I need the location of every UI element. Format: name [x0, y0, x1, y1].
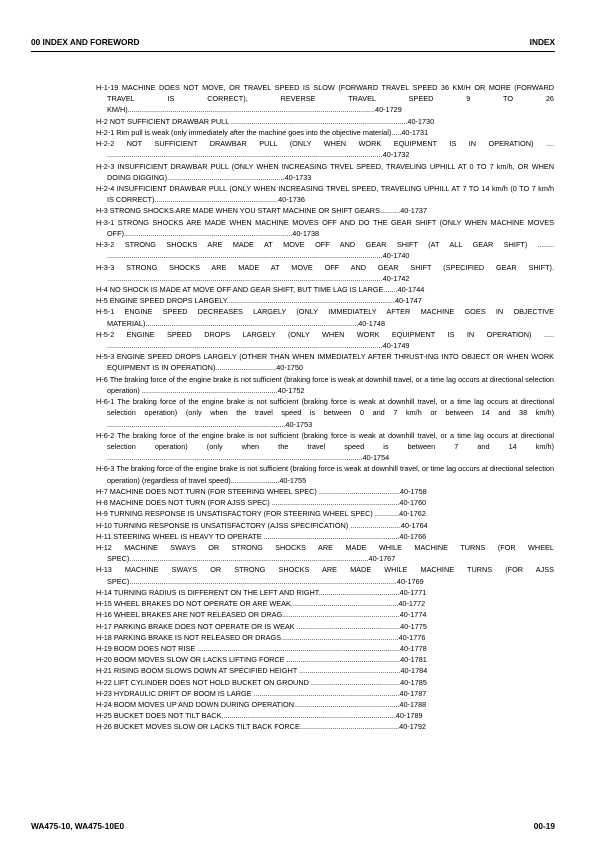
index-entry[interactable]: H-26 BUCKET MOVES SLOW OR LACKS TILT BACK FORCE.................................................40-1792 [96, 722, 426, 732]
index-entry[interactable]: H-6 The braking force of the engine brake is not sufficient (braking force is weak at downhill travel, or a time lag occurs at directional selection operation) ...................................................................40-1752 [96, 374, 554, 395]
index-entry[interactable]: H-5-1 ENGINE SPEED DECREASES LARGELY (ONLY IMMEDIATELY AFTER MACHINE GOES IN OBJECTIVE MATERIAL).........................................................................................................40-1748 [96, 307, 554, 328]
index-entry[interactable]: H-2-4 INSUFFICIENT DRAWBAR PULL (ONLY WHEN INCREASING TRVEL SPEED, TRAVELING UPHILL AT 7 TO 14 km/h (0 TO 7 km/h IS CORRECT).............................................................40-1736 [96, 183, 554, 205]
index-entry[interactable]: H-17 PARKING BRAKE DOES NOT OPERATE OR IS WEAK ...................................................40-1775 [96, 621, 427, 631]
index-entry[interactable]: H-18 PARKING BRAKE IS NOT RELEASED OR DRAGS..........................................................40-1776 [96, 632, 426, 642]
index-entry[interactable]: H-4 NO SHOCK IS MADE AT MOVE OFF AND GEAR SHIFT, BUT TIME LAG IS LARGE.......40-1744 [96, 284, 425, 294]
index-list [96, 82, 554, 733]
index-entry[interactable]: H-3-2 STRONG SHOCKS ARE MADE AT MOVE OFF AND GEAR SHIFT (AT ALL GEAR SHIFT) ........ ........................................................................................................................................40-1740 [96, 240, 554, 261]
index-entry[interactable]: H-2-1 Rim pull is weak (only immediately after the machine goes into the objective material).....40-1731 [96, 127, 429, 137]
index-entry[interactable]: H-3-3 STRONG SHOCKS ARE MADE AT MOVE OFF AND GEAR SHIFT (SPECIFIED GEAR SHIFT). ........................................................................................................................................40-1742 [96, 262, 554, 283]
index-entry[interactable]: H-13 MACHINE SWAYS OR STRONG SHOCKS ARE MADE WHILE MACHINE TURNS (FOR AJSS SPEC)....................................................................................................................................40-1769 [96, 565, 554, 586]
index-entry[interactable]: H-25 BUCKET DOES NOT TILT BACK......................................................................................40-1789 [96, 711, 423, 721]
index-entry[interactable]: H-1-19 MACHINE DOES NOT MOVE, OR TRAVEL SPEED IS SLOW (FORWARD TRAVEL SPEED 36 KM/H OR MORE (FORWARD TRAVEL IS CORRECT), REVERSE TRAVEL SPEED 9 TO 26 KM/H)..........................................................................................................................40-1729 [96, 83, 554, 115]
page-header [31, 37, 555, 51]
index-entry[interactable]: H-24 BOOM MOVES UP AND DOWN DURING OPERATION....................................................40-1788 [96, 700, 427, 710]
index-entry[interactable]: H-2 NOT SUFFICIENT DRAWBAR PULL .......................................................................................40-1730 [96, 116, 435, 126]
index-entry[interactable]: H-2-2 NOT SUFFICIENT DRAWBAR PULL (ONLY WHEN WORK EQUIPMENT IS IN OPERATION) .... ........................................................................................................................................40-1732 [96, 139, 554, 160]
index-entry[interactable]: H-14 TURNING RADIUS IS DIFFERENT ON THE LEFT AND RIGHT........................................40-1771 [96, 587, 427, 597]
index-entry[interactable]: H-20 BOOM MOVES SLOW OR LACKS LIFTING FORCE ........................................................40-1781 [96, 655, 427, 665]
index-entry[interactable]: H-16 WHEEL BRAKES ARE NOT RELEASED OR DRAG..........................................................40-1774 [96, 610, 427, 620]
header-rule [31, 51, 555, 52]
index-entry[interactable]: H-8 MACHINE DOES NOT TURN (FOR AJSS SPEC) ...............................................................40-1760 [96, 498, 427, 508]
footer-page-number: 00-19 [533, 821, 555, 831]
index-entry[interactable]: H-9 TURNING RESPONSE IS UNSATISFACTORY (FOR STEERING WHEEL SPEC) ............40-1762 [96, 509, 426, 519]
header-chapter-title: INDEX [529, 37, 555, 47]
index-entry[interactable]: H-5-2 ENGINE SPEED DROPS LARGELY (ONLY WHEN WORK EQUIPMENT IS IN OPERATION) ..... ........................................................................................................................................40-1749 [96, 329, 554, 351]
index-entry[interactable]: H-6-1 The braking force of the engine brake is not sufficient (braking force is weak at downhill travel, or a time lag occurs at directional selection operation) (only when the travel speed is between 0 and 7 km/h or between 14 and 38 km/h) ........................................................................................40-1753 [96, 397, 554, 429]
index-entry[interactable]: H-7 MACHINE DOES NOT TURN (FOR STEERING WHEEL SPEC) ........................................40-1758 [96, 486, 427, 496]
index-entry[interactable]: H-19 BOOM DOES NOT RISE ....................................................................................................40-1778 [96, 643, 427, 653]
index-entry[interactable]: H-11 STEERING WHEEL IS HEAVY TO OPERATE ...................................................................40-1766 [96, 531, 427, 541]
header-section-title: 00 INDEX AND FOREWORD [31, 37, 140, 47]
footer-model: WA475-10, WA475-10E0 [31, 821, 125, 831]
index-entry[interactable]: H-3-1 STRONG SHOCKS ARE MADE WHEN MACHINE MOVES OFF AND DO THE GEAR SHIFT (ONLY WHEN MACHINE MOVES OFF)...................................................................................40-1738 [96, 217, 554, 238]
index-entry[interactable]: H-15 WHEEL BRAKES DO NOT OPERATE OR ARE WEAK.....................................................40-1772 [96, 599, 426, 609]
index-entry[interactable]: H-2-3 INSUFFICIENT DRAWBAR PULL (ONLY WHEN INCREASING TRVEL SPEED, TRAVELING UPHILL AT 0 TO 7 km/h, OR WHEN DOING DIGGING)..........................................................40-1733 [96, 161, 554, 182]
index-entry[interactable]: H-5-3 ENGINE SPEED DROPS LARGELY (OTHER THAN WHEN IMMEDIATELY AFTER THRUST-ING INTO OBJECT OR WHEN WORK EQUIPMENT IS IN OPERATION)..............................40-1750 [96, 352, 554, 373]
index-entry[interactable]: H-12 MACHINE SWAYS OR STRONG SHOCKS ARE MADE WHILE MACHINE TURNS (FOR WHEEL SPEC)......................................................................................................................40-1767 [96, 542, 554, 564]
index-entry[interactable]: H-6-3 The braking force of the engine brake is not sufficient (braking force is weak at downhill travel, or time lag occurs at directional selection operation) (regardless of travel speed)........................40-1755 [96, 464, 554, 485]
index-entry[interactable]: H-23 HYDRAULIC DRIFT OF BOOM IS LARGE ........................................................................40-1787 [96, 688, 427, 698]
index-entry[interactable]: H-10 TURNING RESPONSE IS UNSATISFACTORY (AJSS SPECIFICATION) .........................40-1764 [96, 520, 428, 530]
index-entry[interactable]: H-6-2 The braking force of the engine brake is not sufficient (braking force is weak at downhill travel, or a time lag occurs at directional selection operation) (only when the travel speed is between 7 and 14 km/h) ..............................................................................................................................40-1754 [96, 430, 554, 463]
index-entry[interactable]: H-22 LIFT CYLINDER DOES NOT HOLD BUCKET ON GROUND ............................................40-1785 [96, 677, 427, 687]
index-entry[interactable]: H-5 ENGINE SPEED DROPS LARGELY...................................................................................40-1747 [96, 296, 422, 306]
index-entry[interactable]: H-3 STRONG SHOCKS ARE MADE WHEN YOU START MACHINE OR SHIFT GEARS..........40-1737 [96, 206, 427, 216]
index-entry[interactable]: H-21 RISING BOOM SLOWS DOWN AT SPECIFIED HEIGHT ..................................................40-1784 [96, 666, 428, 676]
